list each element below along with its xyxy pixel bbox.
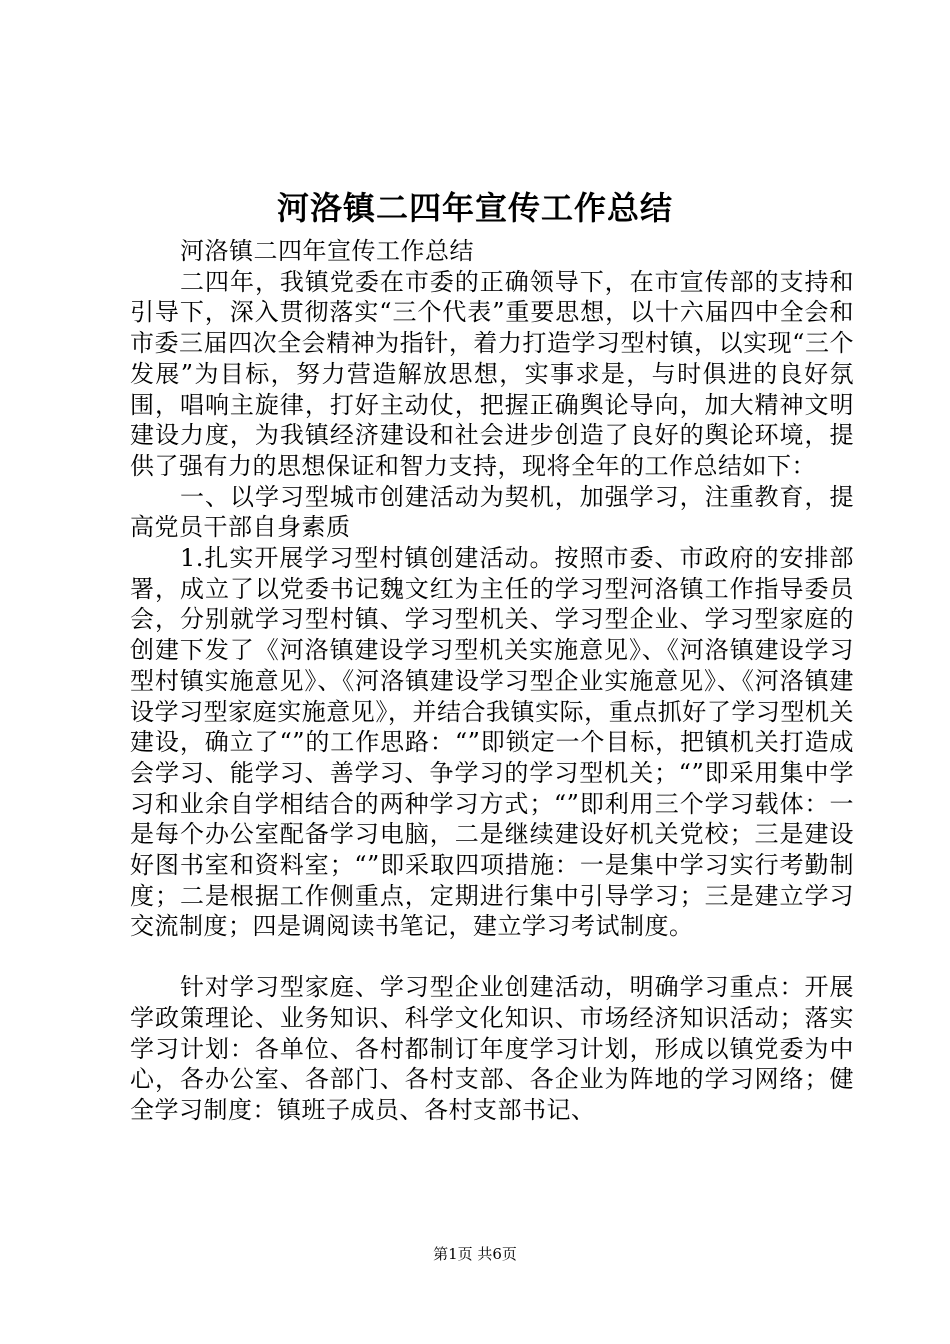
document-body	[130, 236, 854, 1126]
page-number-footer: 第1页 共6页	[433, 1245, 517, 1263]
item-1-paragraph: 1.扎实开展学习型村镇创建活动。按照市委、市政府的安排部署，成立了以党委书记魏文红为主任的学习型河洛镇工作指导委员会，分别就学习型村镇、学习型机关、学习型企业、学习型家庭的创建下发了《河洛镇建设学习型机关实施意见》、《河洛镇建设学习型村镇实施意见》、《河洛镇建设学习型企业实施意见》、《河洛镇建设学习型家庭实施意见》，并结合我镇实际，重点抓好了学习型机关建设，确立了“”的工作思路：“”即锁定一个目标，把镇机关打造成会学习、能学习、善学习、争学习的学习型机关；“”即采用集中学习和业余自学相结合的两种学习方式；“”即利用三个学习载体：一是每个办公室配备学习电脑，二是继续建设好机关党校；三是建设好图书室和资料室；“”即采取四项措施：一是集中学习实行考勤制度；二是根据工作侧重点，定期进行集中引导学习；三是建立学习交流制度；四是调阅读书笔记，建立学习考试制度。	[130, 544, 854, 941]
subtitle-paragraph: 河洛镇二四年宣传工作总结	[180, 237, 474, 265]
document-title: 河洛镇二四年宣传工作总结	[276, 189, 673, 227]
learning-focus-paragraph: 针对学习型家庭、学习型企业创建活动，明确学习重点：开展学政策理论、业务知识、科学文化知识、市场经济知识活动；落实学习计划：各单位、各村都制订年度学习计划，形成以镇党委为中心，各办公室、各部门、各村支部、各企业为阵地的学习网络；健全学习制度：镇班子成员、各村支部书记、	[130, 973, 854, 1124]
section-heading-paragraph: 一、以学习型城市创建活动为契机，加强学习，注重教育，提高党员干部自身素质	[130, 482, 854, 542]
intro-paragraph: 二四年，我镇党委在市委的正确领导下，在市宣传部的支持和引导下，深入贯彻落实“三个代表”重要思想，以十六届四中全会和市委三届四次全会精神为指针，着力打造学习型村镇，以实现“三个发展”为目标，努力营造解放思想，实事求是，与时俱进的良好氛围，唱响主旋律，打好主动仗，把握正确舆论导向，加大精神文明建设力度，为我镇经济建设和社会进步创造了良好的舆论环境，提供了强有力的思想保证和智力支持，现将全年的工作总结如下：	[130, 267, 854, 480]
